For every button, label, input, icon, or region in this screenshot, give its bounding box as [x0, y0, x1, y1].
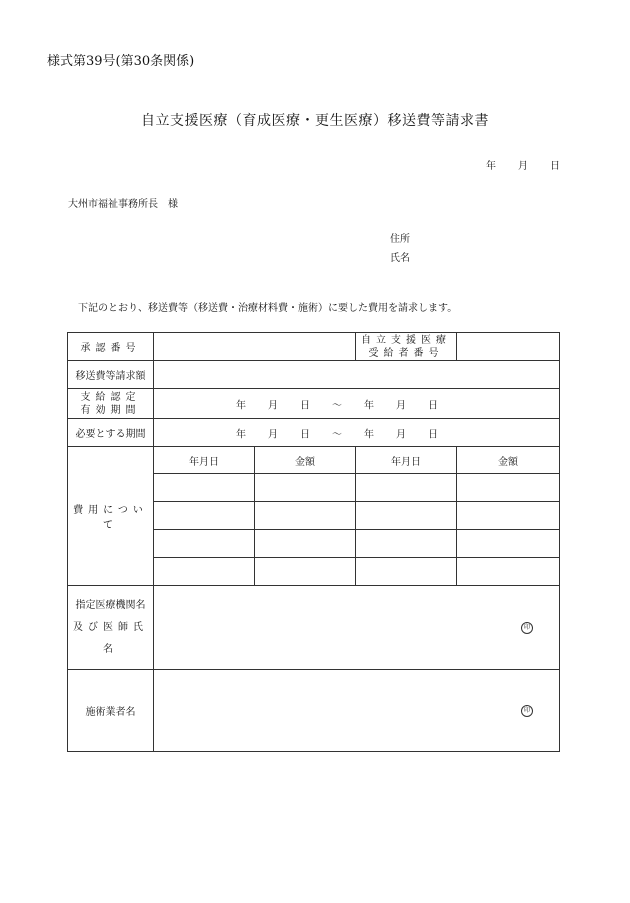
- validity-label-line1: 支給認定: [80, 391, 141, 403]
- validity-end-month: 月: [396, 400, 406, 411]
- validity-period-label: [68, 389, 154, 419]
- cost-date-cell[interactable]: [356, 474, 457, 502]
- cost-amount-cell[interactable]: [255, 530, 356, 558]
- required-start-month: 月: [268, 429, 278, 440]
- practitioner-field[interactable]: [154, 670, 560, 752]
- cost-amount-cell[interactable]: [457, 502, 560, 530]
- cost-amount-cell[interactable]: [255, 474, 356, 502]
- claim-form-table: [67, 332, 560, 752]
- cost-col-date-2: 年月日: [356, 447, 457, 474]
- claim-amount-label: 移送費等請求額: [68, 361, 154, 389]
- recipient-number-label-line1: 自立支援医療: [361, 334, 452, 346]
- date-day-label: 日: [550, 161, 560, 172]
- required-end-year: 年: [364, 429, 374, 440]
- cost-amount-cell[interactable]: [255, 502, 356, 530]
- cost-date-cell[interactable]: [154, 502, 255, 530]
- seal-mark: 印: [521, 622, 533, 634]
- required-tilde: ～: [332, 429, 342, 440]
- intro-text: 下記のとおり、移送費等（移送費・治療材料費・施術）に要した費用を請求します。: [78, 303, 458, 314]
- cost-amount-cell[interactable]: [457, 474, 560, 502]
- validity-tilde: ～: [332, 400, 342, 411]
- cost-col-amount-2: 金額: [457, 447, 560, 474]
- validity-label-line2: 有効期間: [80, 404, 141, 416]
- cost-amount-cell[interactable]: [255, 558, 356, 586]
- recipient: 大州市福祉事務所長 様: [68, 199, 178, 210]
- cost-date-cell[interactable]: [154, 558, 255, 586]
- practitioner-label: 施術業者名: [68, 670, 154, 752]
- required-end-day: 日: [428, 429, 438, 440]
- document-title: 自立支援医療（育成医療・更生医療）移送費等請求書: [141, 113, 489, 129]
- approval-number-field[interactable]: [154, 333, 356, 361]
- cost-amount-cell[interactable]: [457, 530, 560, 558]
- recipient-number-label-line2: 受給者番号: [368, 347, 444, 359]
- form-number: 様式第39号(第30条関係): [47, 54, 195, 69]
- date-year-label: 年: [486, 161, 496, 172]
- cost-col-date-1: 年月日: [154, 447, 255, 474]
- cost-date-cell[interactable]: [356, 558, 457, 586]
- required-start-day: 日: [300, 429, 310, 440]
- seal-mark: 印: [521, 705, 533, 717]
- cost-date-cell[interactable]: [356, 530, 457, 558]
- required-end-month: 月: [396, 429, 406, 440]
- cost-date-cell[interactable]: [154, 530, 255, 558]
- name-label: 氏名: [390, 253, 410, 264]
- institution-field[interactable]: [154, 586, 560, 670]
- cost-date-cell[interactable]: [154, 474, 255, 502]
- institution-label-line2: 及び医師氏名: [73, 621, 148, 655]
- recipient-number-label: [356, 333, 457, 361]
- required-period-label: 必要とする期間: [68, 419, 154, 447]
- cost-amount-cell[interactable]: [457, 558, 560, 586]
- cost-date-cell[interactable]: [356, 502, 457, 530]
- validity-start-day: 日: [300, 400, 310, 411]
- approval-number-label: 承認番号: [68, 333, 154, 361]
- validity-period-field[interactable]: [154, 389, 560, 419]
- institution-label-line1: 指定医療機関名: [75, 599, 146, 611]
- validity-start-month: 月: [268, 400, 278, 411]
- required-start-year: 年: [236, 429, 246, 440]
- recipient-number-field[interactable]: [457, 333, 560, 361]
- validity-start-year: 年: [236, 400, 246, 411]
- cost-col-amount-1: 金額: [255, 447, 356, 474]
- claim-amount-field[interactable]: [154, 361, 560, 389]
- cost-label: 費用について: [68, 447, 154, 586]
- validity-end-day: 日: [428, 400, 438, 411]
- institution-label: [68, 586, 154, 670]
- date-month-label: 月: [518, 161, 528, 172]
- required-period-field[interactable]: [154, 419, 560, 447]
- validity-end-year: 年: [364, 400, 374, 411]
- address-label: 住所: [390, 234, 410, 245]
